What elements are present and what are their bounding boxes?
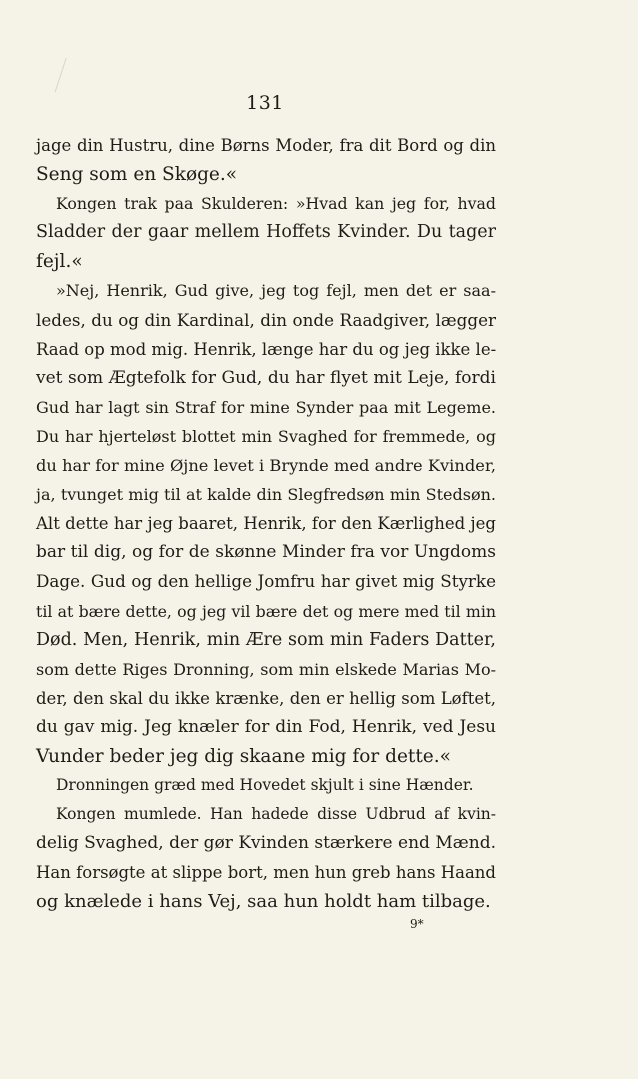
text-line: Sladder der gaar mellem Hoffets Kvinder. Du tager <box>36 222 496 243</box>
text-line: til at bære dette, og jeg vil bære det og mere med til min <box>36 601 496 621</box>
text-line: Kongen trak paa Skulderen: »Hvad kan jeg for, hvad <box>56 194 496 214</box>
page-number: 131 <box>246 92 284 114</box>
text-line: Alt dette har jeg baaret, Henrik, for den Kærlighed jeg <box>36 514 496 534</box>
printer-signature-mark: 9* <box>410 917 424 931</box>
text-line: fejl.« <box>36 251 83 273</box>
text-line: du gav mig. Jeg knæler for din Fod, Henrik, ved Jesu <box>36 716 496 737</box>
text-line: Kongen mumlede. Han hadede disse Udbrud af kvin- <box>56 805 496 824</box>
text-line: Gud har lagt sin Straf for mine Synder paa mit Legeme. <box>36 397 496 417</box>
body-text <box>36 131 496 917</box>
text-line: delig Svaghed, der gør Kvinden stærkere end Mænd. <box>36 833 496 854</box>
text-line: ledes, du og din Kardinal, din onde Raadgiver, lægger <box>36 309 496 330</box>
text-line: Dage. Gud og den hellige Jomfru har givet mig Styrke <box>36 571 496 592</box>
text-line: og knælede i hans Vej, saa hun holdt ham tilbage. <box>36 891 491 913</box>
text-line: Dronningen græd med Hovedet skjult i sine Hænder. <box>56 776 474 795</box>
text-line: Raad op mod mig. Henrik, længe har du og jeg ikke le- <box>36 339 497 359</box>
text-line: »Nej, Henrik, Gud give, jeg tog fejl, men det er saa- <box>56 281 496 301</box>
text-line: Vunder beder jeg dig skaane mig for dette.« <box>36 745 451 767</box>
text-line: der, den skal du ikke krænke, den er hellig som Løftet, <box>36 688 496 708</box>
text-line: Død. Men, Henrik, min Ære som min Faders Datter, <box>36 629 496 650</box>
text-line: vet som Ægtefolk for Gud, du har flyet mit Leje, fordi <box>36 367 496 388</box>
text-line: du har for mine Øjne levet i Brynde med andre Kvinder, <box>36 456 496 476</box>
text-line: Seng som en Skøge.« <box>36 164 238 186</box>
text-line: ja, tvunget mig til at kalde din Slegfredsøn min Stedsøn. <box>36 485 496 505</box>
text-line: som dette Riges Dronning, som min elskede Marias Mo- <box>36 659 496 679</box>
pencil-mark <box>55 58 73 94</box>
text-line: bar til dig, og for de skønne Minder fra vor Ungdoms <box>36 542 496 563</box>
text-line: Du har hjerteløst blottet min Svaghed for fremmede, og <box>36 426 496 446</box>
text-line: jage din Hustru, dine Børns Moder, fra dit Bord og din <box>36 136 496 155</box>
text-line: Han forsøgte at slippe bort, men hun greb hans Haand <box>36 863 496 883</box>
